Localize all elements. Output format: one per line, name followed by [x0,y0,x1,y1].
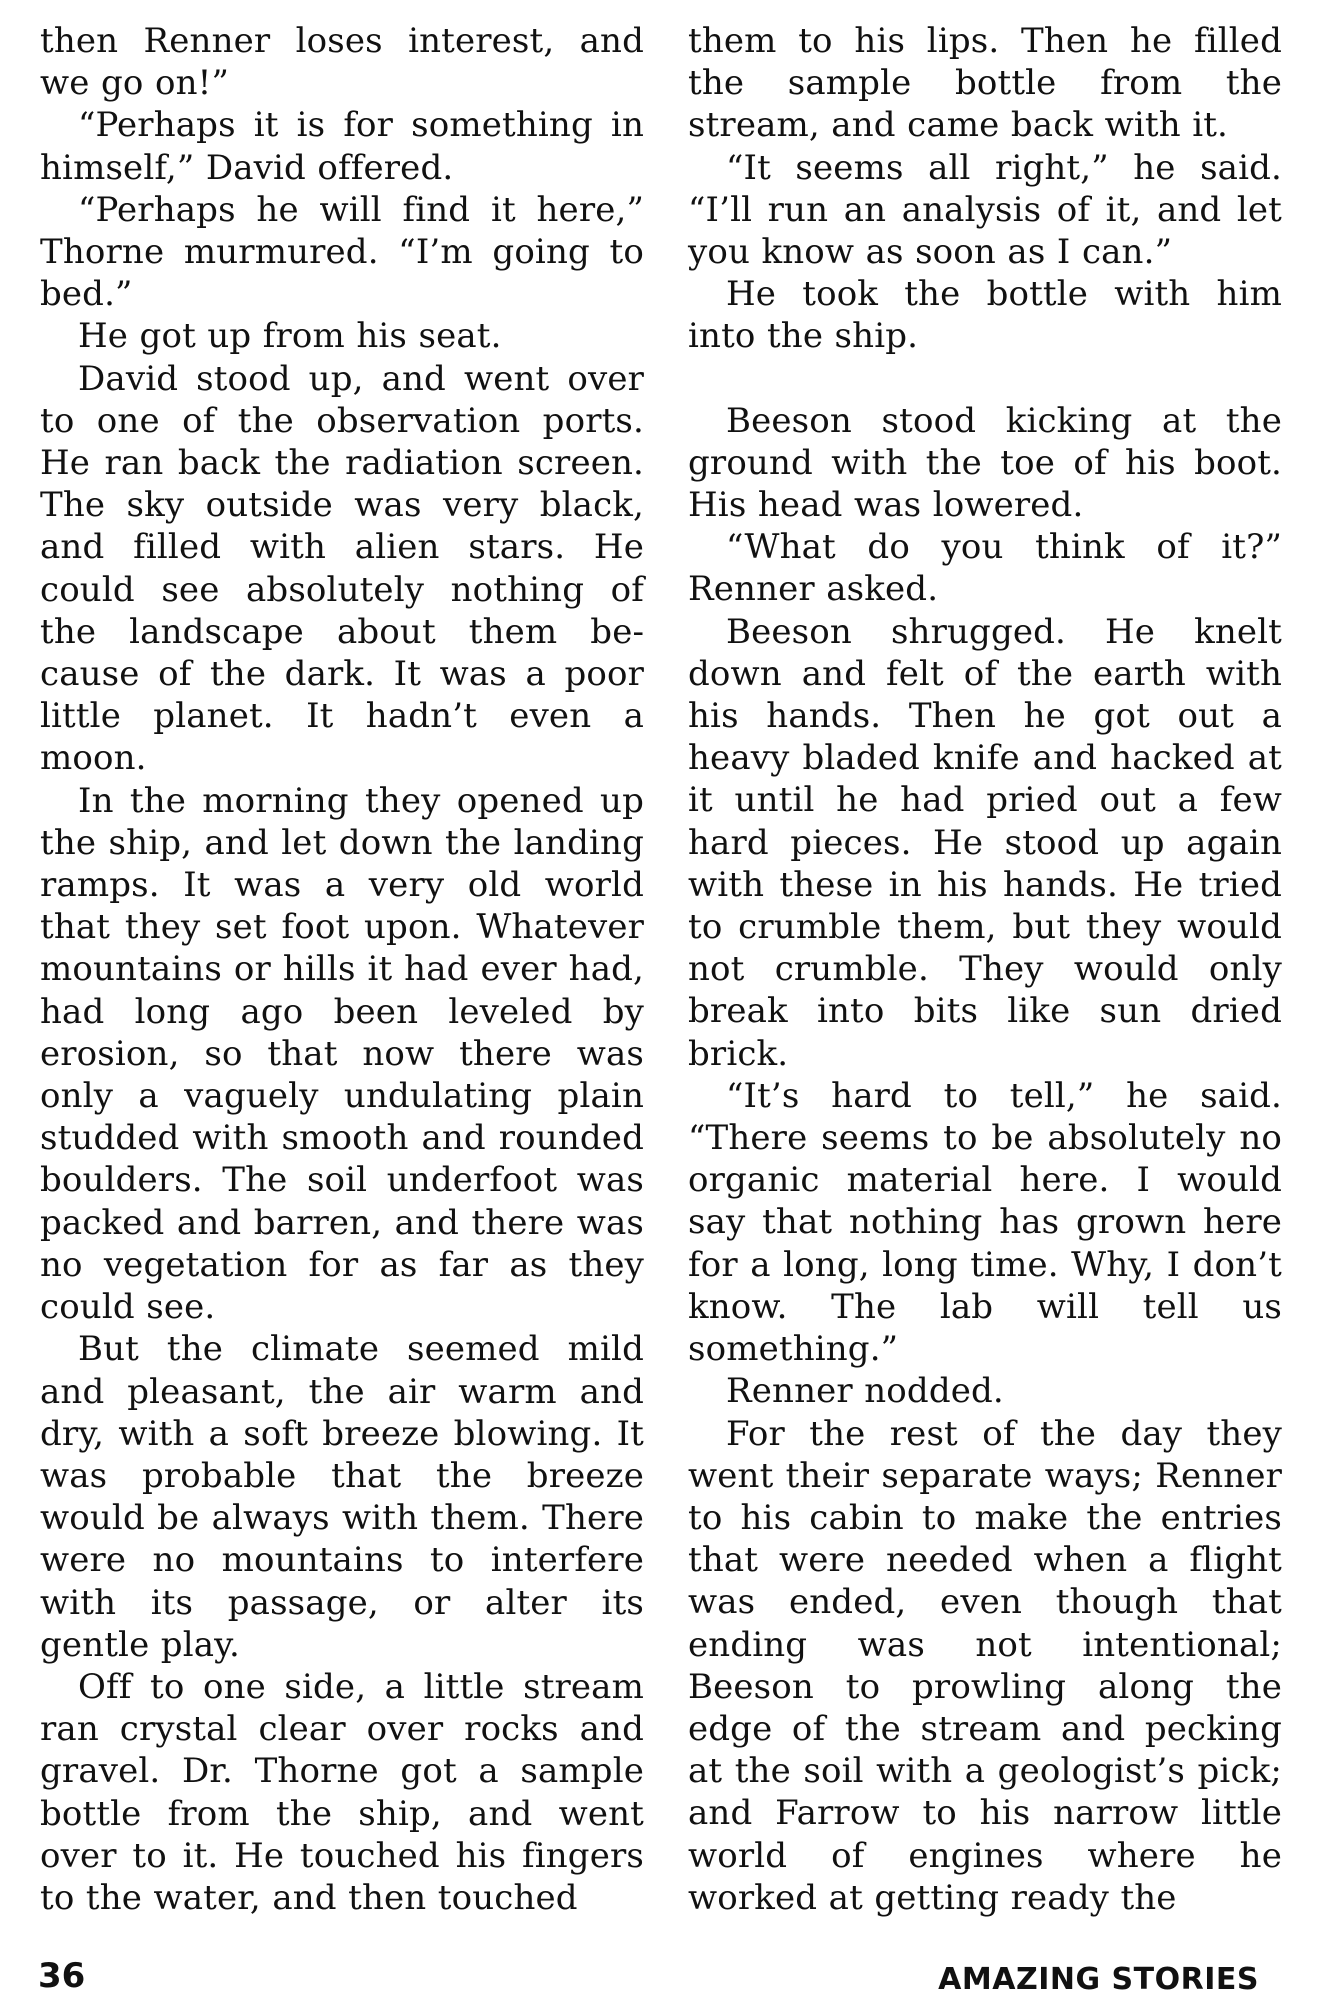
paragraph: He got up from his seat. [78,316,502,357]
left-text-column [40,20,644,1919]
section-break [688,358,1282,400]
magazine-title-footer: AMAZING STORIES [938,1962,1259,1997]
paragraph: David stood up, and went over to one of the observation ports. He ran back the radiation screen. The sky outside was very black, and filled with alien stars. He could see absolutely nothing of the landscape about them because of the dark. It was a poor little planet. It hadn’t even a moon. [40,358,644,779]
paragraph: Off to one side, a little stream ran crystal clear over rocks and gravel. Dr. Thorne got a sample bottle from the ship, and went over to it. He touched his fingers to the water, and then touched [40,1666,644,1918]
paragraph: Beeson stood kicking at the ground with the toe of his boot. His head was lowered. [688,400,1282,526]
paragraph: Renner nodded. [726,1371,1004,1412]
paragraph: In the morning they opened up the ship, and let down the landing ramps. It was a very old world that they set foot upon. Whatever mountains or hills it had ever had, had long ago been leveled by erosion, so that now there was only a vaguely undulating plain studded with smooth and rounded boulders. The soil underfoot was packed and barren, and there was no vegetation for as far as they could see. [40,780,644,1328]
paragraph: But the climate seemed mild and pleasant, the air warm and dry, with a soft breeze blowing. It was probable that the breeze would be always with them. There were no mountains to interfere with its passage, or alter its gentle play. [40,1329,644,1665]
paragraph: them to his lips. Then he filled the sample bottle from the stream, and came back with it. [688,21,1282,146]
paragraph: For the rest of the day they went their separate ways; Renner to his cabin to make the entries that were needed when a flight was ended, even though that ending was not intentional; Beeson to prowling along the edge of the stream and pecking at the soil with a geologist’s pick; and Farrow to his narrow little world of engines where he worked at getting ready the [688,1413,1282,1918]
paragraph: then Renner loses interest, and we go on!” [40,21,644,104]
page-number: 36 [38,1956,86,1996]
paragraph: “It’s hard to tell,” he said. “There seems to be absolutely no organic material here. I would say that nothing has grown here for a long, long time. Why, I don’t know. The lab will tell us something.” [688,1075,1282,1370]
paragraph: He took the bottle with him into the ship. [688,274,1282,357]
paragraph: “What do you think of it?” Renner asked. [688,527,1282,610]
paragraph: “It seems all right,” he said. “I’ll run an analysis of it, and let you know as soon as I can.” [688,147,1282,273]
paragraph: Beeson shrugged. He knelt down and felt of the earth with his hands. Then he got out a heavy bladed knife and hacked at it until he had pried out a few hard pieces. He stood up again with these in his hands. He tried to crumble them, but they would not crumble. They would only break into bits like sun dried brick. [688,611,1282,1074]
paragraph: “Perhaps it is for something in himself,” David offered. [40,105,644,188]
paragraph: “Perhaps he will find it here,” Thorne murmured. “I’m going to bed.” [40,189,644,315]
right-text-column [688,20,1282,1919]
